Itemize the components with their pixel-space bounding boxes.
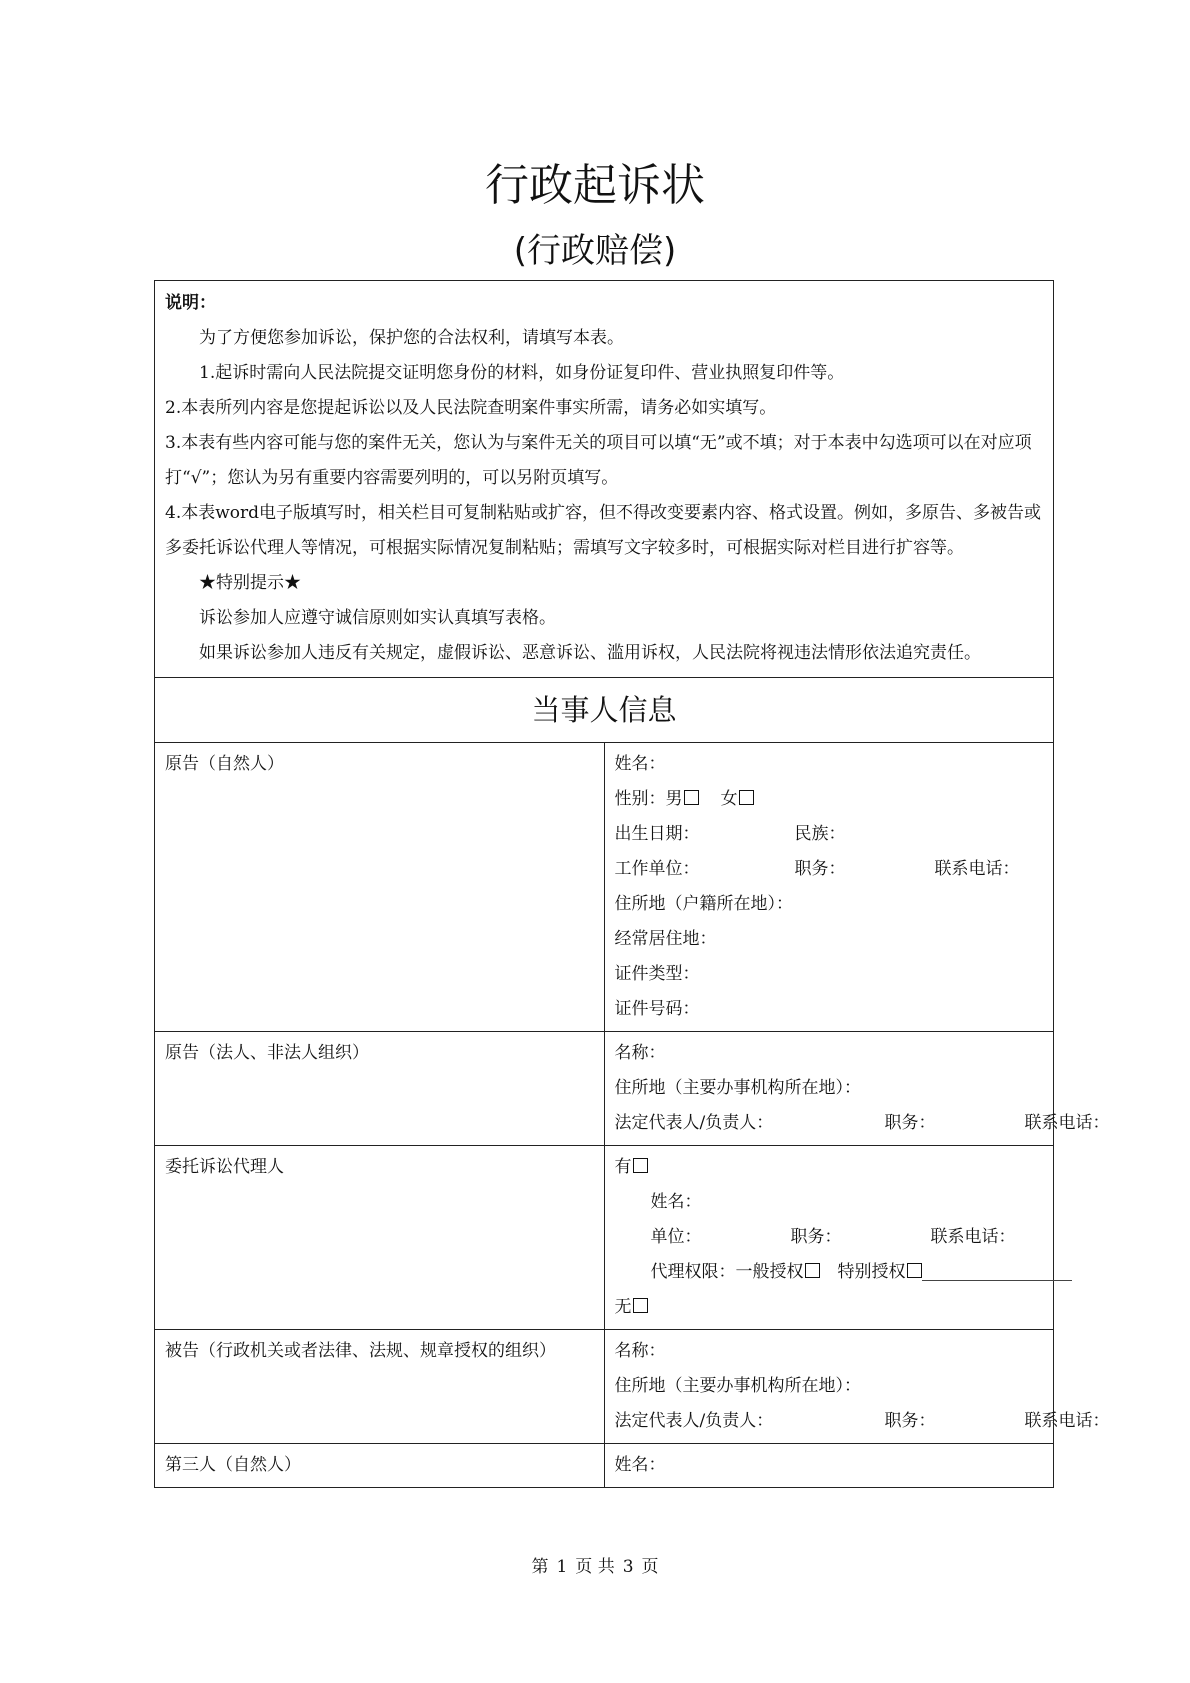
male-checkbox[interactable]	[684, 790, 699, 805]
org-phone-field[interactable]: 联系电话：	[1024, 1112, 1110, 1133]
document-subtitle: (行政赔偿)	[513, 231, 677, 271]
plaintiff-person-fields	[604, 742, 1054, 1031]
special-authority-blank[interactable]	[922, 1279, 1072, 1281]
notice-item-3: 3.本表有些内容可能与您的案件无关，您认为与案件无关的项目可以填“无”或不填；对于本表中勾选项可以在对应项打“√”；您认为另有重要内容需要列明的，可以另附页填写。	[165, 433, 1032, 488]
general-authority-label: 一般授权	[735, 1261, 804, 1282]
id-type-field[interactable]: 证件类型：	[614, 963, 700, 984]
plaintiff-org-label: 原告（法人、非法人组织）	[155, 1031, 605, 1145]
phone-field[interactable]: 联系电话：	[934, 858, 1020, 879]
defendant-phone-field[interactable]: 联系电话：	[1024, 1410, 1110, 1431]
agent-yes-checkbox[interactable]	[633, 1158, 648, 1173]
agent-fields	[604, 1145, 1054, 1329]
female-option-label: 女	[720, 788, 738, 809]
defendant-rep-field[interactable]: 法定代表人/负责人：	[614, 1410, 774, 1431]
page-number: 1	[556, 1557, 568, 1577]
ethnicity-field[interactable]: 民族：	[794, 823, 846, 844]
plaintiff-person-label: 原告（自然人）	[155, 742, 605, 1031]
special-authority-label: 特别授权	[837, 1261, 906, 1282]
document-title: 行政起诉状	[485, 160, 705, 211]
id-number-field[interactable]: 证件号码：	[614, 998, 700, 1019]
plaintiff-org-fields	[604, 1031, 1110, 1145]
third-party-label: 第三人（自然人）	[155, 1443, 605, 1487]
agent-position-field[interactable]: 职务：	[790, 1226, 842, 1247]
special-authority-checkbox[interactable]	[907, 1263, 922, 1278]
employer-field[interactable]: 工作单位：	[614, 858, 700, 879]
agent-phone-field[interactable]: 联系电话：	[930, 1226, 1016, 1247]
birth-date-field[interactable]: 出生日期：	[614, 823, 700, 844]
notice-block	[154, 280, 1054, 678]
special-notice-title: ★特别提示★	[199, 573, 301, 593]
gender-label: 性别：	[614, 788, 666, 809]
third-party-row	[155, 1443, 1054, 1487]
third-party-fields	[604, 1443, 1054, 1487]
org-name-field[interactable]: 名称：	[614, 1042, 666, 1063]
defendant-label: 被告（行政机关或者法律、法规、规章授权的组织）	[155, 1329, 605, 1443]
agent-no-label: 无	[614, 1296, 632, 1317]
notice-item-1: 1.起诉时需向人民法院提交证明您身份的材料，如身份证复印件、营业执照复印件等。	[199, 363, 845, 383]
notice-item-2: 2.本表所列内容是您提起诉讼以及人民法院查明案件事实所需，请务必如实填写。	[165, 398, 777, 418]
org-address-field[interactable]: 住所地（主要办事机构所在地）：	[614, 1077, 861, 1098]
defendant-address-field[interactable]: 住所地（主要办事机构所在地）：	[614, 1375, 861, 1396]
special-notice-2: 如果诉讼参加人违反有关规定，虚假诉讼、恶意诉讼、滥用诉权，人民法院将视违法情形依法追究责任。	[199, 643, 981, 663]
general-authority-checkbox[interactable]	[805, 1263, 820, 1278]
name-field[interactable]: 姓名：	[614, 753, 666, 774]
third-party-name-field[interactable]: 姓名：	[614, 1454, 666, 1475]
defendant-name-field[interactable]: 名称：	[614, 1340, 666, 1361]
org-rep-field[interactable]: 法定代表人/负责人：	[614, 1112, 774, 1133]
female-checkbox[interactable]	[739, 790, 754, 805]
agent-no-checkbox[interactable]	[633, 1298, 648, 1313]
notice-intro: 为了方便您参加诉讼，保护您的合法权利，请填写本表。	[199, 328, 624, 348]
authority-label: 代理权限：	[650, 1261, 736, 1282]
page-mid: 页 共	[575, 1557, 615, 1577]
male-option-label: 男	[665, 788, 683, 809]
agent-row	[155, 1145, 1054, 1329]
form-frame	[154, 280, 1110, 1488]
defendant-fields	[604, 1329, 1110, 1443]
agent-name-field[interactable]: 姓名：	[650, 1191, 702, 1212]
position-field[interactable]: 职务：	[794, 858, 846, 879]
org-position-field[interactable]: 职务：	[884, 1112, 936, 1133]
page-total: 3	[622, 1557, 634, 1577]
defendant-row	[155, 1329, 1054, 1443]
defendant-position-field[interactable]: 职务：	[884, 1410, 936, 1431]
notice-heading: 说明：	[165, 293, 216, 313]
page-suffix: 页	[641, 1557, 659, 1577]
domicile-field[interactable]: 住所地（户籍所在地）：	[614, 893, 793, 914]
agent-unit-field[interactable]: 单位：	[650, 1226, 702, 1247]
page-prefix: 第	[531, 1557, 549, 1577]
section-title: 当事人信息	[155, 677, 1054, 742]
plaintiff-person-row	[155, 742, 1054, 1031]
special-notice-1: 诉讼参加人应遵守诚信原则如实认真填写表格。	[199, 608, 556, 628]
plaintiff-org-row	[155, 1031, 1054, 1145]
agent-label: 委托诉讼代理人	[155, 1145, 605, 1329]
party-info-table	[154, 677, 1110, 1488]
notice-item-4: 4.本表word电子版填写时，相关栏目可复制粘贴或扩容，但不得改变要素内容、格式设置。例如，多原告、多被告或多委托诉讼代理人等情况，可根据实际情况复制粘贴；需填写文字较多时，可根据实际对栏目进行扩容等。	[165, 503, 1042, 558]
page-footer	[0, 1552, 1190, 1577]
agent-yes-label: 有	[614, 1156, 632, 1177]
residence-field[interactable]: 经常居住地：	[614, 928, 717, 949]
